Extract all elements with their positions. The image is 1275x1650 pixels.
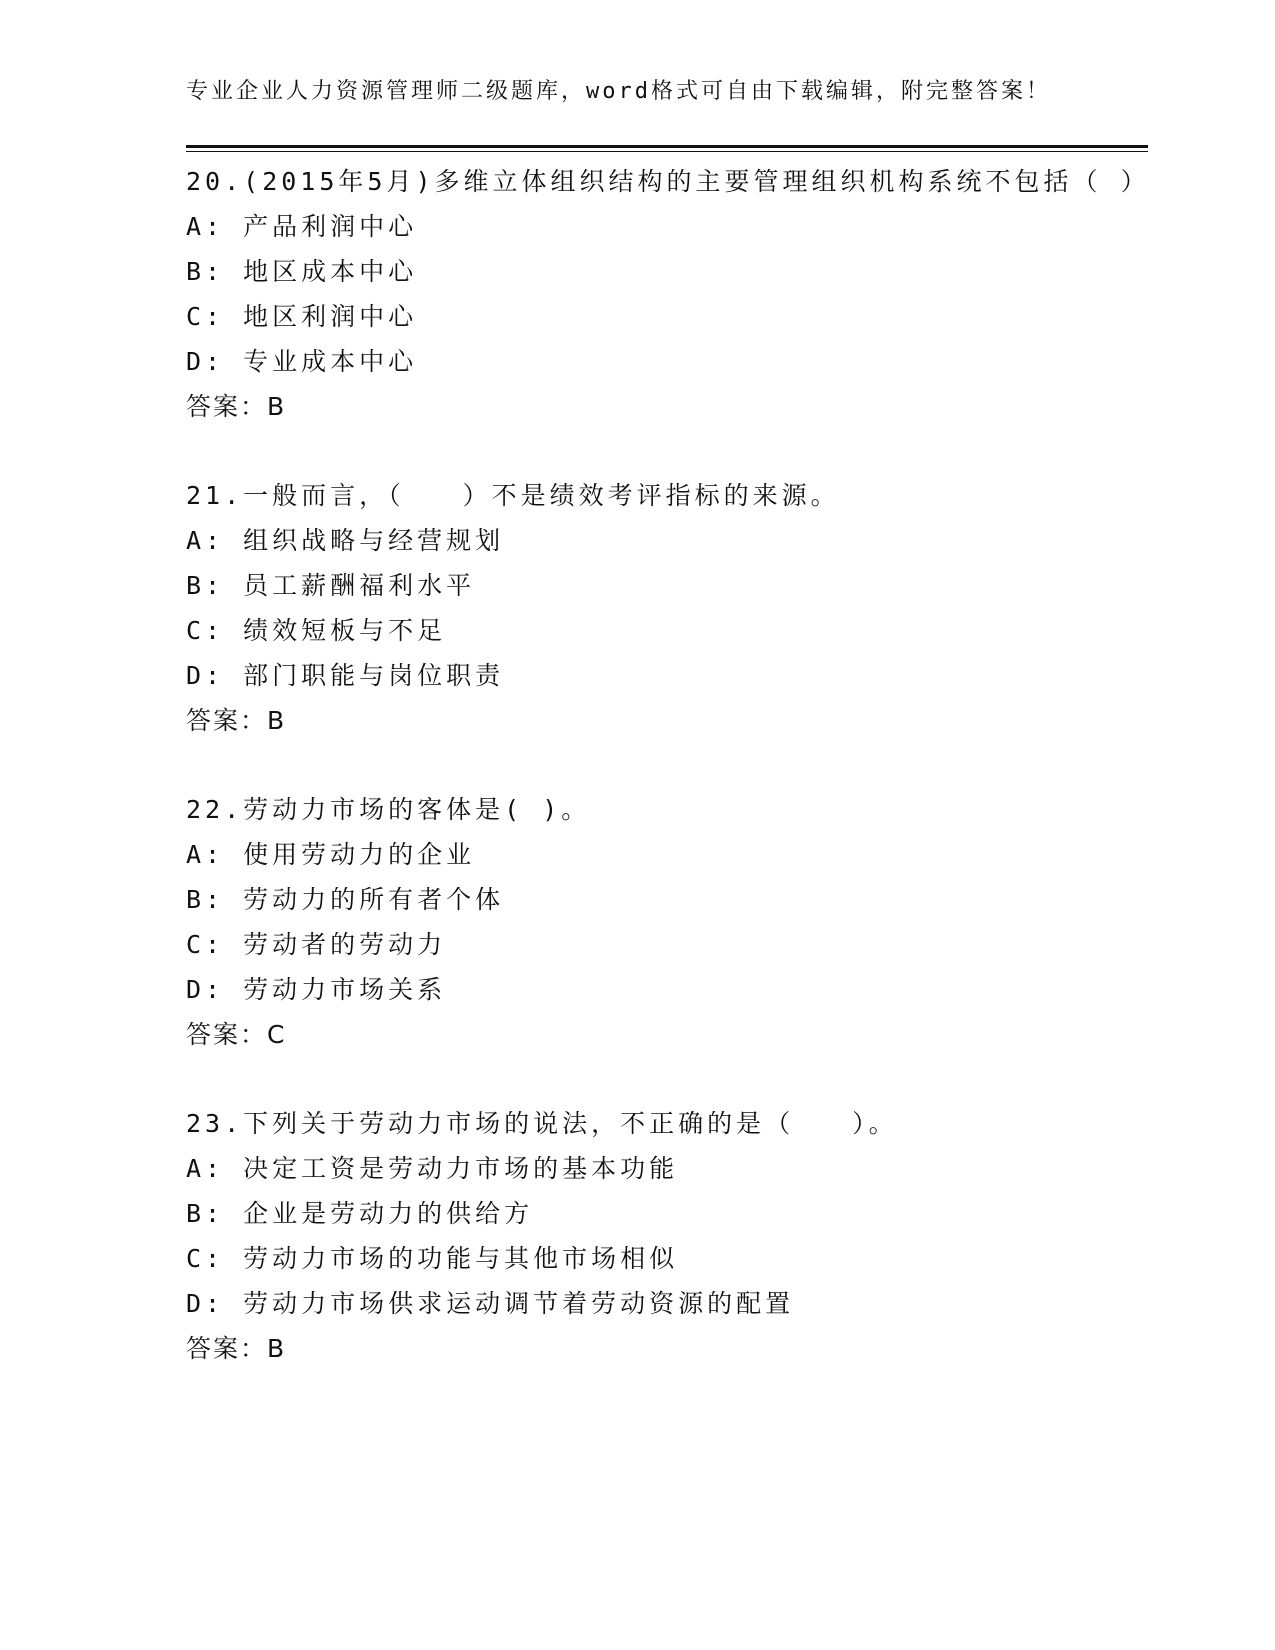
question-text: 21.一般而言，（ ）不是绩效考评指标的来源。 <box>186 481 840 510</box>
option-text: 部门职能与岗位职责 <box>243 661 505 690</box>
option-text: 组织战略与经营规划 <box>243 526 505 555</box>
option-key: A: <box>186 840 225 869</box>
question-text: 20.(2015年5月)多维立体组织结构的主要管理组织机构系统不包括（ ） <box>186 167 1150 196</box>
option-b <box>186 249 1148 294</box>
option-b <box>186 563 1148 608</box>
option-key: D: <box>186 975 225 1004</box>
option-a <box>186 204 1148 249</box>
option-a <box>186 832 1148 877</box>
option-b <box>186 877 1148 922</box>
option-key: B: <box>186 257 225 286</box>
option-text: 产品利润中心 <box>243 212 418 241</box>
option-c <box>186 294 1148 339</box>
option-text: 劳动者的劳动力 <box>243 930 447 959</box>
option-key: C: <box>186 302 225 331</box>
question-22 <box>186 788 1148 1058</box>
option-d <box>186 1281 1148 1326</box>
answer-line: 答案：B <box>186 392 287 421</box>
option-d <box>186 653 1148 698</box>
option-text: 地区成本中心 <box>243 257 418 286</box>
question-text: 22.劳动力市场的客体是( )。 <box>186 795 591 824</box>
header-rule-thin <box>186 151 1148 152</box>
question-21 <box>186 474 1148 744</box>
question-list <box>186 160 1148 1416</box>
option-text: 绩效短板与不足 <box>243 616 447 645</box>
answer-line: 答案：B <box>186 706 287 735</box>
option-key: B: <box>186 885 225 914</box>
option-key: D: <box>186 661 225 690</box>
option-key: A: <box>186 526 225 555</box>
option-key: D: <box>186 347 225 376</box>
option-a <box>186 518 1148 563</box>
option-text: 劳动力的所有者个体 <box>243 885 505 914</box>
question-20 <box>186 160 1148 430</box>
option-key: C: <box>186 1244 225 1273</box>
option-key: A: <box>186 1154 225 1183</box>
option-key: B: <box>186 1199 225 1228</box>
option-b <box>186 1191 1148 1236</box>
option-c <box>186 1236 1148 1281</box>
question-text: 23.下列关于劳动力市场的说法，不正确的是（ ）。 <box>186 1109 898 1138</box>
option-text: 地区利润中心 <box>243 302 418 331</box>
document-header: 专业企业人力资源管理师二级题库，word格式可自由下载编辑，附完整答案！ <box>186 79 1051 104</box>
option-text: 劳动力市场关系 <box>243 975 447 1004</box>
option-text: 员工薪酬福利水平 <box>243 571 476 600</box>
option-text: 使用劳动力的企业 <box>243 840 476 869</box>
option-d <box>186 339 1148 384</box>
option-a <box>186 1146 1148 1191</box>
option-key: A: <box>186 212 225 241</box>
option-key: C: <box>186 616 225 645</box>
option-text: 企业是劳动力的供给方 <box>243 1199 534 1228</box>
option-text: 决定工资是劳动力市场的基本功能 <box>243 1154 679 1183</box>
answer-line: 答案：B <box>186 1334 287 1363</box>
question-23 <box>186 1102 1148 1372</box>
option-key: C: <box>186 930 225 959</box>
option-text: 劳动力市场的功能与其他市场相似 <box>243 1244 679 1273</box>
option-c <box>186 608 1148 653</box>
option-key: B: <box>186 571 225 600</box>
option-text: 劳动力市场供求运动调节着劳动资源的配置 <box>243 1289 795 1318</box>
header-rule-thick <box>186 145 1148 148</box>
answer-line: 答案：C <box>186 1020 287 1049</box>
option-d <box>186 967 1148 1012</box>
option-key: D: <box>186 1289 225 1318</box>
option-c <box>186 922 1148 967</box>
option-text: 专业成本中心 <box>243 347 418 376</box>
